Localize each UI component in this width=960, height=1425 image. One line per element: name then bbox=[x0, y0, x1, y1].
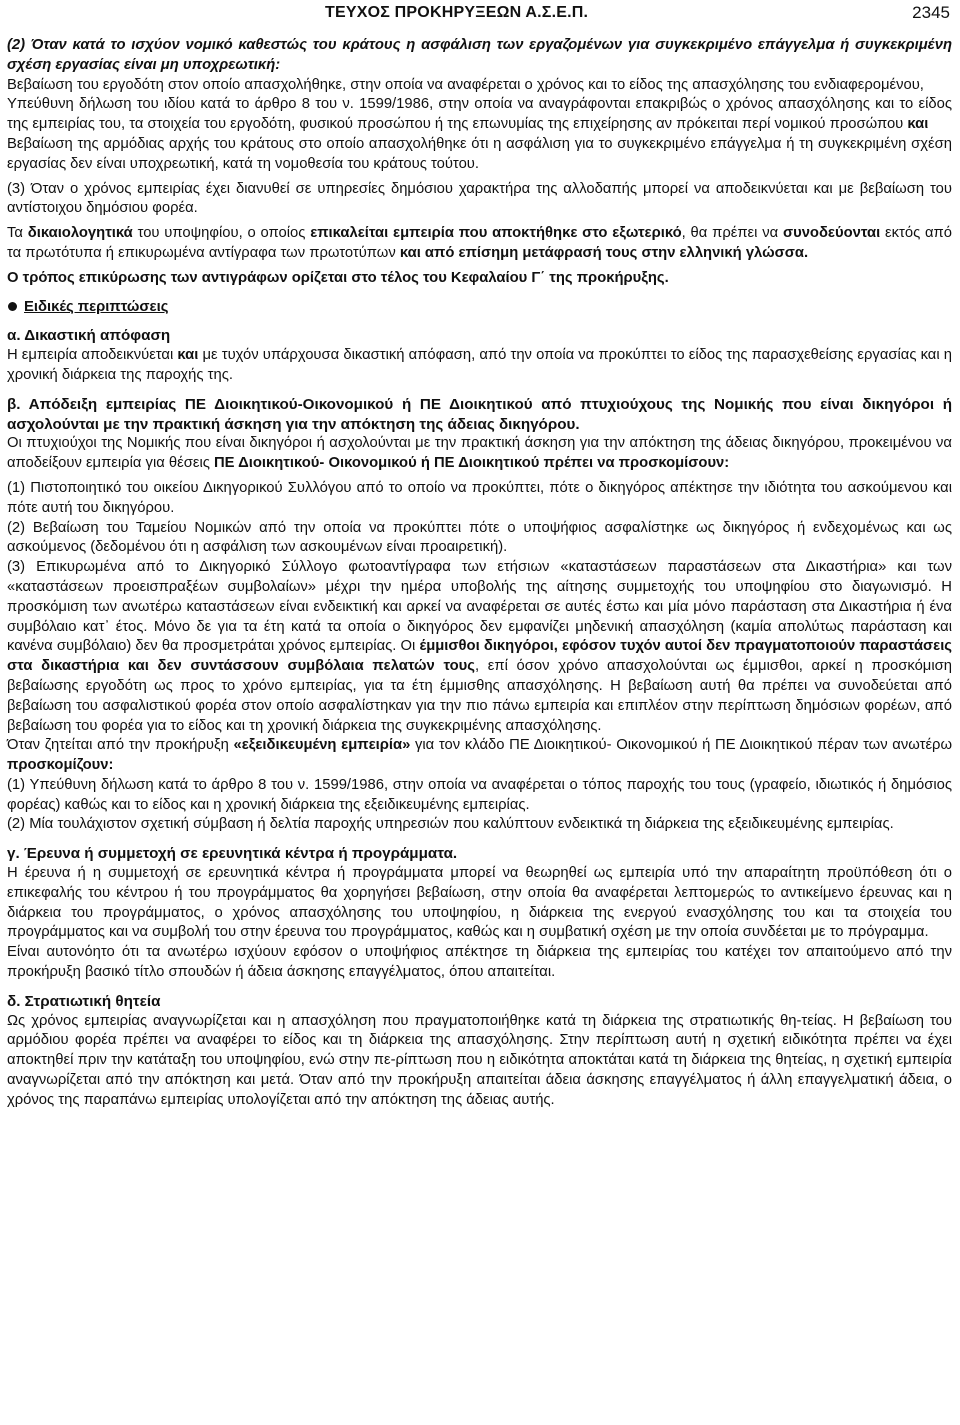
section-2-paragraph: Βεβαίωση του εργοδότη στον οποίο απασχολήθηκε, στην οποία να αναφέρεται ο χρόνος και το είδος της απασχόλησης του ενδιαφερομένου, bbox=[7, 76, 924, 93]
documents-paragraph: Τα δικαιολογητικά του υποψηφίου, ο οποίος επικαλείται εμπειρία που αποκτήθηκε στο εξωτερικό, θα πρέπει να συνοδεύονται εκτός από τα πρωτότυπα ή επικυρωμένα αντίγραφα των πρωτοτύπων και από επίσημη μετάφρασή τους στην ελληνική γλώσσα. bbox=[7, 225, 952, 261]
page-header bbox=[7, 0, 952, 26]
bullet-icon bbox=[8, 302, 17, 311]
special-cases-title: Ειδικές περιπτώσεις bbox=[7, 298, 952, 318]
section-3-paragraph: (3) Όταν ο χρόνος εμπειρίας έχει διανυθεί σε υπηρεσίες δημόσιου χαρακτήρα της αλλοδαπής μπορεί να αποδεικνύεται και με βεβαίωση του αντίστοιχου δημόσιου φορέα. bbox=[7, 180, 952, 217]
case-b-heading: β. Απόδειξη εμπειρίας ΠΕ Διοικητικού-Οικονομικού ή ΠΕ Διοικητικού από πτυχιούχους της Νομικής που είναι δικηγόροι ή ασχολούνται με την πρακτική άσκηση για την απόκτηση της άδειας δικηγόρου. bbox=[7, 395, 952, 433]
page-number: 2345 bbox=[912, 3, 950, 22]
case-c-paragraph-1: Η έρευνα ή η συμμετοχή σε ερευνητικά κέντρα ή προγράμματα μπορεί να θεωρηθεί ως εμπειρία υπό την απαραίτητη προϋπόθεση ότι ο επικεφαλής του κέντρου ή του προγράμματος θα χορηγήσει βεβαίωση, στην οποία θα αναφέρεται λεπτομερώς το αντικείμενο έρευνας και η διάρκεια του προγράμματος, ο χρόνος απασχόλησης του υποψηφίου, η διάρκεια της ενεργού ενασχόλησης του και τα στοιχεία του προγράμματος και να συμβολή του στην έρευνα του προγράμματος, καθώς και η συμβατική σχέση με την οποία συνδέεται με το πρόγραμμα. bbox=[7, 865, 952, 941]
case-d-heading: δ. Στρατιωτική θητεία bbox=[7, 992, 161, 1010]
case-b-item-2: (2) Βεβαίωση του Ταμείου Νομικών από την οποία να προκύπτει πότε ο υποψήφιος ασφαλίστηκε ως δικηγόρος ή ενδεχομένως και ως ασκούμενος (δεδομένου ότι η ασφάλιση των ασκουμένων είναι προαιρετική). bbox=[7, 519, 952, 556]
section-2-declaration: Υπεύθυνη δήλωση του ιδίου κατά το άρθρο 8 του ν. 1599/1986, στην οποία να αναγράφονται επακριβώς ο χρόνος απασχόλησης και το είδος της εμπειρίας του, τα στοιχεία του εργοδότη, φυσικού προσώπου ή της επωνυμίας της επιχείρησης αν πρόκειται περί νομικού προσώπου και bbox=[7, 96, 952, 133]
certification-note: Ο τρόπος επικύρωσης των αντιγράφων ορίζεται στο τέλος του Κεφαλαίου Γ΄ της προκήρυξης. bbox=[7, 269, 669, 286]
case-d-paragraph: Ως χρόνος εμπειρίας αναγνωρίζεται και η απασχόληση που πραγματοποιήθηκε κατά τη διάρκεια της στρατιωτικής θη-τείας. Η βεβαίωση του αρμόδιου φορέα πρέπει να αναφέρει το είδος και τη διάρκεια της απασχόλησης. Στην περίπτωση αυτή η σχετική ειδικότητα πρέπει να έχει αποκτηθεί πριν την κατάταξη του υποψηφίου, ενώ στην πε-ρίπτωση που η ειδικότητα αποκτάται κατά τη διάρκεια της θητείας, η σχετική εμπειρία αναγνωρίζεται από την απόκτηση και μετά. Όταν από την προκήρυξη απαιτείται άδεια άσκησης επαγγέλματος ή άλλη επαγγελματική άδεια, ο χρόνος της παραπάνω εμπειρίας υπολογίζεται από την απόκτηση της άδειας αυτής. bbox=[7, 1012, 952, 1108]
journal-title: ΤΕΥΧΟΣ ΠΡΟΚΗΡΥΞΕΩΝ Α.Σ.Ε.Π. bbox=[325, 4, 589, 21]
case-c-paragraph-2: Είναι αυτονόητο ότι τα ανωτέρω ισχύουν εφόσον ο υποψήφιος απέκτησε τη διάρκεια της εμπειρίας του κατέχει τον απαιτούμενο από την προκήρυξη βασικό τίτλο σπουδών ή άδεια άσκησης επαγγέλματος, όπου απαιτείται. bbox=[7, 944, 952, 981]
section-2-certificate: Βεβαίωση της αρμόδιας αρχής του κράτους στο οποίο απασχολήθηκε ότι η ασφάλιση για το συγκεκριμένο επάγγελμα ή τη συγκεκριμένη σχέση εργασίας δεν είναι υποχρεωτική, κατά τη νομοθεσία του κράτους τούτου. bbox=[7, 135, 952, 172]
case-b-specialized-item-2: (2) Μία τουλάχιστον σχετική σύμβαση ή δελτία παροχής υπηρεσιών που καλύπτουν ενδεικτικά τη διάρκεια της εξειδικευμένης εμπειρίας. bbox=[7, 816, 894, 833]
section-2-heading: (2) Όταν κατά το ισχύον νομικό καθεστώς του κράτους η ασφάλιση των εργαζομένων για συγκεκριμένο επάγγελμα ή συγκεκριμένη σχέση εργασίας είναι μη υποχρεωτική: bbox=[7, 37, 952, 73]
case-a-heading: α. Δικαστική απόφαση bbox=[7, 327, 171, 345]
case-a-paragraph: Η εμπειρία αποδεικνύεται και με τυχόν υπάρχουσα δικαστική απόφαση, από την οποία να προκύπτει το είδος της παρασχεθείσης εργασίας και η χρονική διάρκεια της παροχής της. bbox=[7, 347, 952, 383]
case-b-item-3: (3) Επικυρωμένα από το Δικηγορικό Σύλλογο φωτοαντίγραφα των ετήσιων «καταστάσεων παραστάσεων στα Δικαστήρια» και των «καταστάσεων προεισπραξέων συμβολαίων» μέχρι την ημέρα υποβολής της αίτησης συμμετοχής του υποψηφίου στο διαγωνισμό. Η προσκόμιση των ανωτέρω καταστάσεων είναι ενδεικτική και αρκεί να αναφέρεται σε αυτές έστω και μία μόνο παράσταση στα Δικαστήρια ή ένα συμβόλαιο κατ᾽ έτος. Μόνο δε για τα έτη κατά τα οποία ο δικηγόρος δεν εμφανίζει μηδενική απασχόληση (καμία απολύτως παράσταση και κανένα συμβόλαιο) δεν θα προσμετράται χρόνος εμπειρίας. Οι έμμισθοι δικηγόροι, εφόσον τυχόν αυτοί δεν πραγματοποιούν παραστάσεις στα δικαστήρια και δεν συντάσσουν συμβόλαια πελατών τους, επί όσον χρόνο απασχολούνται ως έμμισθοι, αρκεί η προσκόμιση βεβαίωσης εργοδότη ως προς το χρόνο εμπειρίας, για τα έτη έμμισθης απασχόλησης. Η βεβαίωση αυτή θα πρέπει να συνοδεύεται από βεβαίωση του ασφαλιστικού φορέα στον οποίο ασφαλίστηκαν για την πιο πάνω εμπειρία και επιπλέον στην περίπτωση δημόσιων φορέων, από βεβαίωση του φορέα για το είδος και τη χρονική διάρκεια της συγκεκριμένης απασχόλησης. bbox=[7, 559, 952, 734]
case-c-heading: γ. Έρευνα ή συμμετοχή σε ερευνητικά κέντρα ή προγράμματα. bbox=[7, 845, 458, 863]
case-b-item-1: (1) Πιστοποιητικό του οικείου Δικηγορικού Συλλόγου από το οποίο να προκύπτει, πότε ο δικηγόρος απέκτησε την ιδιότητα του ασκούμενου και πότε αυτή του δικηγόρου. bbox=[7, 479, 952, 516]
case-b-intro: Οι πτυχιούχοι της Νομικής που είναι δικηγόροι ή ασχολούνται με την πρακτική άσκηση για την απόκτηση της άδειας δικηγόρου, προκειμένου να αποδείξουν εμπειρία για θέσεις ΠΕ Διοικητικού- Οικονομικού ή ΠΕ Διοικητικού πρέπει να προσκομίσουν: bbox=[7, 435, 952, 472]
case-b-specialized: Όταν ζητείται από την προκήρυξη «εξειδικευμένη εμπειρία» για τον κλάδο ΠΕ Διοικητικού- Οικονομικού ή ΠΕ Διοικητικού πέραν των ανωτέρω προσκομίζουν: bbox=[7, 737, 953, 774]
case-b-specialized-item-1: (1) Υπεύθυνη δήλωση κατά το άρθρο 8 του ν. 1599/1986, στην οποία να αναφέρεται ο τόπος παροχής του τους (γραφείο, ιδιωτικός ή δημόσιος φορέας) καθώς και το είδος και η χρονική διάρκεια της εξειδικευμένης εμπειρίας. bbox=[7, 776, 952, 813]
